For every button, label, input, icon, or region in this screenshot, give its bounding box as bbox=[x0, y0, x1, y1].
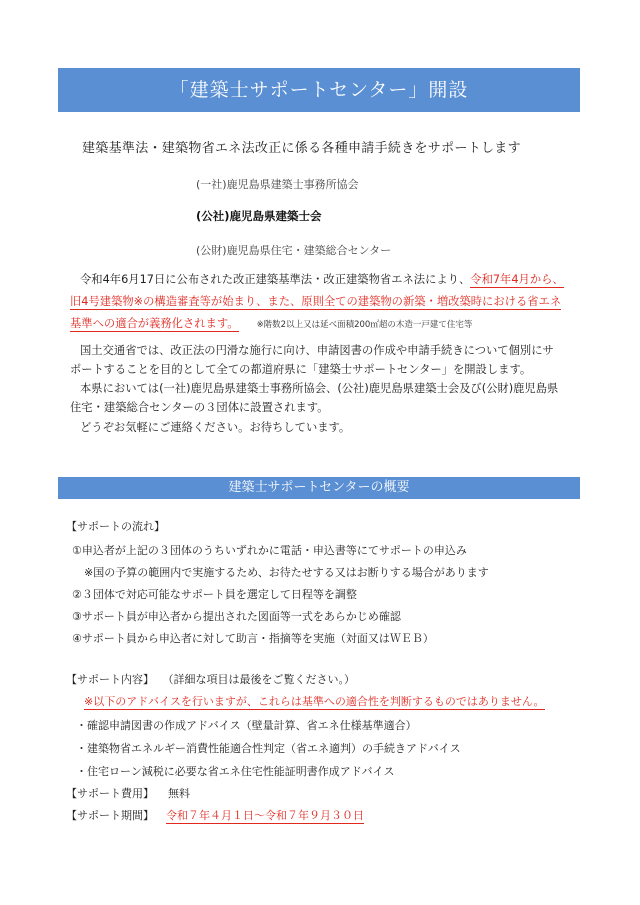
period-row bbox=[66, 808, 364, 824]
para2-line-2: ポートすることを目的として全ての都道府県に「建築士サポートセンター」を開設します。 bbox=[70, 363, 532, 376]
content-warning bbox=[84, 694, 545, 710]
content-warning-text: ※以下のアドバイスを行いますが、これらは基準への適合性を判断するものではありません。 bbox=[84, 695, 545, 708]
period-label: 【サポート期間】 bbox=[66, 809, 154, 822]
org-jimusho-kyokai: (一社)鹿児島県建築士事務所協会 bbox=[196, 178, 359, 191]
intro-line-1-red: 令和7年4月から、 bbox=[470, 273, 564, 286]
intro-line-3 bbox=[70, 316, 580, 333]
flow-step-1: ①申込者が上記の３団体のうちいずれかに電話・申込書等にてサポートの申込み bbox=[72, 544, 467, 557]
para4: どうぞお気軽にご連絡ください。お待ちしています。 bbox=[80, 421, 351, 434]
period-value: 令和７年４月１日～令和７年９月３０日 bbox=[166, 809, 364, 822]
flow-step-4: ④サポート員から申込者に対して助言・指摘等を実施（対面又はＷＥＢ） bbox=[72, 632, 434, 645]
cost-value: 無料 bbox=[168, 787, 190, 800]
intro-line-2-red: 旧4号建築物※の構造審査等が始まり、また、原則全ての建築物の新築・増改築時における省エネ bbox=[70, 295, 562, 308]
cost-row bbox=[66, 786, 190, 802]
intro-line-2 bbox=[70, 294, 580, 310]
org-jutaku-center: (公財)鹿児島県住宅・建築総合センター bbox=[196, 244, 392, 257]
page-title: 「建築士サポートセンター」開設 bbox=[58, 68, 580, 112]
subtitle: 建築基準法・建築物省エネ法改正に係る各種申請手続きをサポートします bbox=[82, 141, 521, 156]
content-item-1: ・確認申請図書の作成アドバイス（壁量計算、省エネ仕様基準適合） bbox=[76, 719, 417, 732]
intro-line-1 bbox=[80, 272, 590, 288]
content-label: 【サポート内容】 bbox=[66, 673, 154, 686]
flow-label: 【サポートの流れ】 bbox=[66, 520, 165, 533]
intro-line-3-red: 基準への適合が義務化されます。 bbox=[70, 317, 239, 330]
para3-line-2: 住宅・建築総合センターの３団体に設置されます。 bbox=[70, 401, 329, 414]
org-kenchikushikai: (公社)鹿児島県建築士会 bbox=[196, 209, 322, 223]
section-title-overview: 建築士サポートセンターの概要 bbox=[58, 477, 580, 499]
content-label-row bbox=[66, 672, 355, 688]
flow-step-2: ②３団体で対応可能なサポート員を選定して日程等を調整 bbox=[72, 588, 357, 601]
content-item-3: ・住宅ローン減税に必要な省エネ住宅性能証明書作成アドバイス bbox=[76, 765, 395, 778]
content-note: （詳細な項目は最後をご覧ください。） bbox=[168, 673, 355, 686]
intro-line-1-plain: 令和4年6月17日に公布された改正建築基準法・改正建築物省エネ法により、 bbox=[80, 273, 471, 286]
para3-line-1: 本県においては(一社)鹿児島県建築士事務所協会、(公社)鹿児島県建築士会及び(公財)鹿児島県 bbox=[80, 382, 559, 395]
intro-footnote: ※階数2以上又は延べ面積200㎡超の木造一戸建て住宅等 bbox=[256, 320, 473, 330]
para2-line-1: 国土交通省では、改正法の円滑な施行に向け、申請図書の作成や申請手続きについて個別にサ bbox=[80, 344, 554, 357]
cost-label: 【サポート費用】 bbox=[66, 787, 154, 800]
content-item-2: ・建築物省エネルギー消費性能適合性判定（省エネ適判）の手続きアドバイス bbox=[76, 742, 461, 755]
flow-step-3: ③サポート員が申込者から提出された図面等一式をあらかじめ確認 bbox=[72, 610, 401, 623]
flow-step-note: ※国の予算の範囲内で実施するため、お待たせする又はお断りする場合があります bbox=[84, 566, 489, 579]
